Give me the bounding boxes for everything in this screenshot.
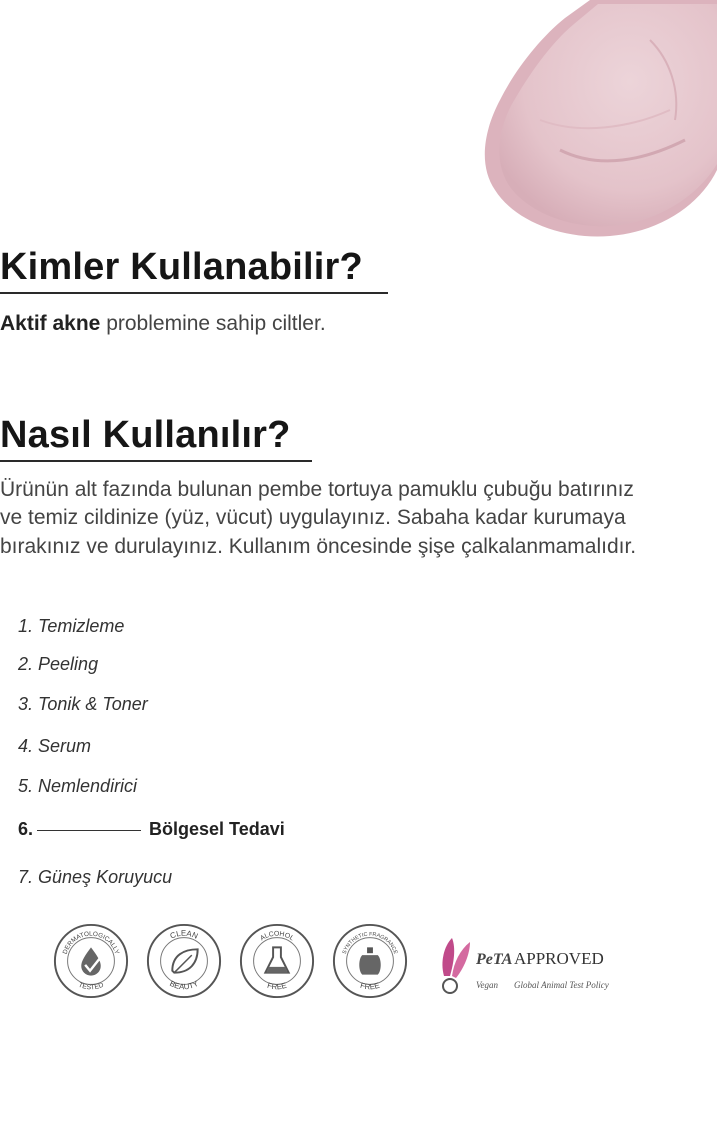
dermatologically-tested-badge <box>52 922 130 1000</box>
step-number: 4. <box>18 736 34 756</box>
step-label: Temizleme <box>38 616 125 636</box>
step-label: Tonik & Toner <box>38 694 148 714</box>
svg-text:FREE <box>266 981 287 992</box>
badge-top-text: SYNTHETIC FRAGRANCE <box>341 931 399 955</box>
clean-beauty-badge <box>145 922 223 1000</box>
badge-top-text: CLEAN <box>168 928 200 941</box>
check-drop-icon <box>81 947 101 975</box>
who-can-use-heading: Kimler Kullanabilir? <box>0 246 363 288</box>
step-label: Güneş Koruyucu <box>38 867 173 887</box>
how-to-use-text: Ürünün alt fazında bulunan pembe tortuya pamuklu çubuğu batırınız ve temiz cildinize (yüz, vücut) uygulayınız. Sabaha kadar kurumaya bırakınız ve durulayınız. Kullanım öncesinde şişe çalkalanmamalıdır. <box>0 478 637 558</box>
step-label: Peeling <box>38 654 99 674</box>
step-number: 3. <box>18 694 34 714</box>
how-heading-underline <box>0 460 312 462</box>
badge-bottom-text: BEAUTY <box>168 978 200 992</box>
step-label: Nemlendirici <box>38 776 138 796</box>
step-number: 5. <box>18 776 34 796</box>
badge-bottom-text: TESTED <box>77 981 105 992</box>
step-label: Bölgesel Tedavi <box>149 819 285 839</box>
list-item <box>18 776 137 797</box>
step-label: Serum <box>38 736 92 756</box>
svg-text:ALCOHOL <box>259 931 295 943</box>
list-item <box>18 867 172 888</box>
list-item <box>18 736 91 757</box>
step-number: 2. <box>18 654 34 674</box>
leaf-icon <box>172 949 197 972</box>
badge-bottom-text: FREE <box>359 980 381 992</box>
badge-top-text: ALCOHOL <box>259 930 295 943</box>
peta-approved-logo <box>430 932 630 1002</box>
svg-text:CLEAN <box>169 929 200 941</box>
who-text-bold: Aktif akne <box>0 312 101 335</box>
badge-top-text: DERMATOLOGICALLY <box>61 930 121 956</box>
flask-icon <box>265 947 288 972</box>
who-text-rest: problemine sahip ciltler. <box>100 312 326 335</box>
who-heading-underline <box>0 292 388 294</box>
peta-vegan-text: Vegan <box>476 980 498 990</box>
how-to-use-heading: Nasıl Kullanılır? <box>0 414 291 456</box>
list-item <box>18 694 148 715</box>
svg-text:FREE <box>359 981 380 992</box>
svg-text:TESTED <box>77 982 105 992</box>
alcohol-free-badge <box>238 922 316 1000</box>
perfume-bottle-icon <box>359 947 380 974</box>
list-item-highlighted <box>18 819 285 840</box>
synthetic-fragrance-free-badge <box>331 922 409 1000</box>
pink-powder-swatch-image <box>470 0 717 240</box>
step-number: 1. <box>18 616 34 636</box>
step-number: 7. <box>18 867 34 887</box>
peta-policy-text: Global Animal Test Policy <box>514 980 609 990</box>
bunny-icon <box>442 938 470 993</box>
who-can-use-text <box>0 310 326 338</box>
peta-approved-text: APPROVED <box>514 949 604 968</box>
list-item <box>18 616 124 637</box>
list-item <box>18 654 98 675</box>
peta-brand-text: PeTA <box>476 951 513 968</box>
step-connector-line <box>37 830 141 832</box>
step-number: 6. <box>18 819 34 839</box>
svg-text:BEAUTY <box>168 979 200 992</box>
badge-bottom-text: FREE <box>266 980 288 992</box>
